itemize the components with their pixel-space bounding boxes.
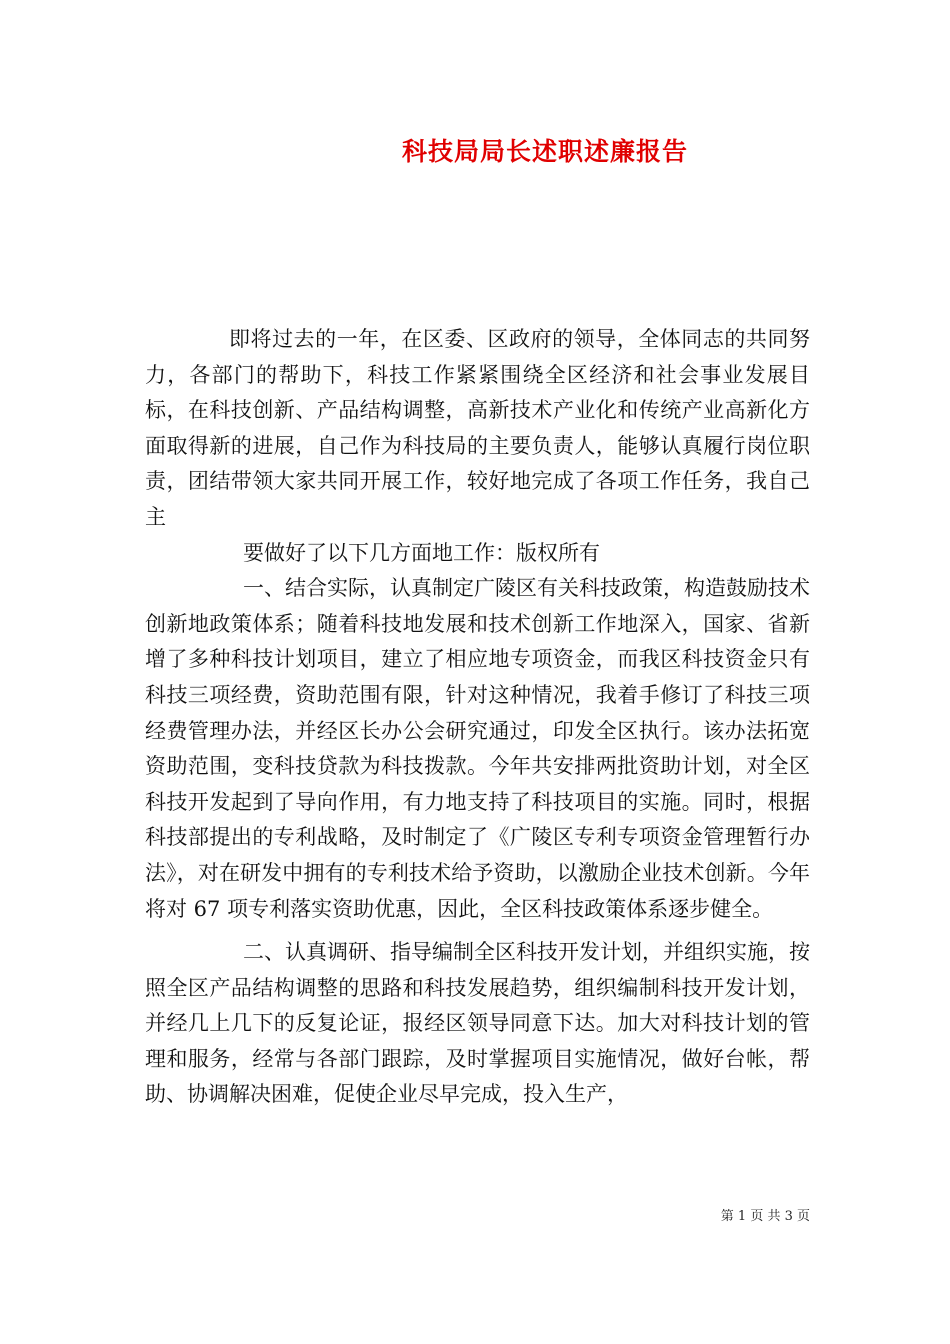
- paragraph-intro: 即将过去的一年，在区委、区政府的领导，全体同志的共同努力，各部门的帮助下，科技工作紧紧围绕全区经济和社会事业发展目标，在科技创新、产品结构调整，高新技术产业化和传统产业高新化方面取得新的进展，自己作为科技局的主要负责人，能够认真履行岗位职责，团结带领大家共同开展工作，较好地完成了各项工作任务，我自己主: [145, 327, 810, 529]
- page-number-footer: 第 1 页 共 3 页: [720, 1209, 810, 1224]
- document-body: [145, 322, 810, 1113]
- document-title: 科技局局长述职述廉报告: [401, 137, 688, 166]
- paragraph-section-two: 二、认真调研、指导编制全区科技开发计划，并组织实施，按照全区产品结构调整的思路和科技发展趋势，组织编制科技开发计划，并经几上几下的反复论证，报经区领导同意下达。加大对科技计划的管理和服务，经常与各部门跟踪，及时掌握项目实施情况，做好台帐，帮助、协调解决困难，促使企业尽早完成，投入生产，: [145, 940, 810, 1107]
- paragraph-continuation: 要做好了以下几方面地工作：版权所有: [243, 540, 600, 565]
- paragraph-section-one: 一、结合实际，认真制定广陵区有关科技政策，构造鼓励技术创新地政策体系；随着科技地发展和技术创新工作地深入，国家、省新增了多种科技计划项目，建立了相应地专项资金，而我区科技资金只有科技三项经费，资助范围有限，针对这种情况，我着手修订了科技三项经费管理办法，并经区长办公会研究通过，印发全区执行。该办法拓宽资助范围，变科技贷款为科技拨款。今年共安排两批资助计划，对全区科技开发起到了导向作用，有力地支持了科技项目的实施。同时，根据科技部提出的专利战略，及时制定了《广陵区专利专项资金管理暂行办法》，对在研发中拥有的专利技术给予资助，以激励企业技术创新。今年将对 67 项专利落实资助优惠，因此，全区科技政策体系逐步健全。: [145, 576, 810, 921]
